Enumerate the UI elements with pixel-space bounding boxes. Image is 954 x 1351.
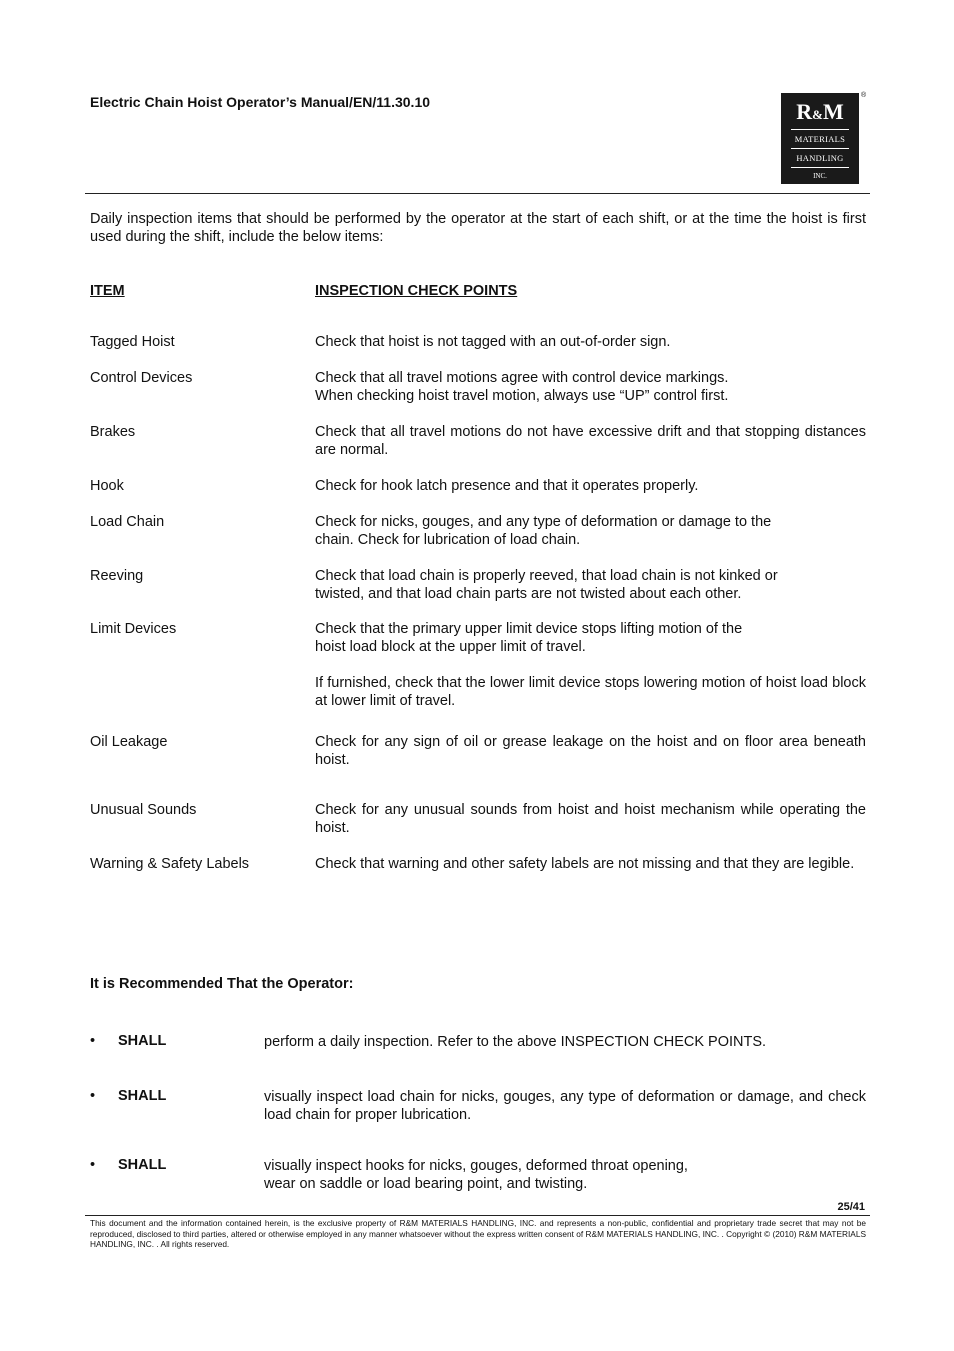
item-label: Hook <box>90 478 124 494</box>
item-label: Reeving <box>90 568 144 584</box>
shall-keyword: SHALL <box>118 1088 167 1104</box>
check-point: If furnished, check that the lower limit device stops lowering motion of hoist load block at lower limit of travel. <box>315 675 866 709</box>
check-point: Check that the primary upper limit device stops lifting motion of the hoist load block at the upper limit of travel. <box>315 621 743 655</box>
bullet-point: • <box>90 1033 96 1049</box>
shall-text: visually inspect hooks for nicks, gouges, deformed throat opening, wear on saddle or load bearing point, and twisting. <box>264 1158 688 1192</box>
intro-paragraph: Daily inspection items that should be performed by the operator at the start of each shift, or at the time the hoist is first used during the shift, include the below items: <box>90 211 866 245</box>
column-header-item: ITEM <box>90 283 125 299</box>
item-label: Brakes <box>90 424 136 440</box>
document-title: Electric Chain Hoist Operator’s Manual/EN/11.30.10 <box>90 94 431 110</box>
shall-text: perform a daily inspection. Refer to the above INSPECTION CHECK POINTS. <box>264 1034 767 1050</box>
logo-line-handling: HANDLING <box>796 153 844 163</box>
check-point: Check for any sign of oil or grease leakage on the hoist and on floor area beneath hoist. <box>315 734 866 768</box>
check-point: Check that all travel motions agree with control device markings. When checking hoist travel motion, always use “UP” control first. <box>315 370 729 404</box>
check-point: Check that load chain is properly reeved, that load chain is not kinked or twisted, and that load chain parts are not twisted about each other. <box>315 568 778 602</box>
shall-text: visually inspect load chain for nicks, gouges, any type of deformation or damage, and check load chain for proper lubrication. <box>264 1089 866 1123</box>
footer-divider <box>85 1215 870 1216</box>
check-point: Check that hoist is not tagged with an out-of-order sign. <box>315 334 671 350</box>
footer-legal-notice: This document and the information contained herein, is the exclusive property of R&M MATERIALS HANDLING, INC. and represents a non-public, confidential and proprietary trade secret that may not be reproduced, disclosed to third parties, altered or otherwise employed in any manner whatsoever without the express written consent of R&M MATERIALS HANDLING, INC. . Copyright © (2010) R&M MATERIALS HANDLING, INC. . All rights reserved. <box>90 1218 866 1249</box>
check-point: Check that all travel motions do not have excessive drift and that stopping distances are normal. <box>315 424 866 458</box>
check-point: Check for hook latch presence and that it operates properly. <box>315 478 699 494</box>
registered-mark: ® <box>861 92 867 99</box>
logo-line-materials: MATERIALS <box>794 134 846 144</box>
shall-keyword: SHALL <box>118 1033 167 1049</box>
item-label: Oil Leakage <box>90 734 168 750</box>
check-point: Check that warning and other safety labels are not missing and that they are legible. <box>315 856 855 872</box>
logo-line-inc: INC. <box>813 172 827 180</box>
page-number: 25/41 <box>837 1201 865 1213</box>
item-label: Control Devices <box>90 370 193 386</box>
item-label: Load Chain <box>90 514 165 530</box>
item-label: Limit Devices <box>90 621 177 637</box>
bullet-point: • <box>90 1157 96 1173</box>
recommend-heading: It is Recommended That the Operator: <box>90 976 354 992</box>
column-header-check-points: INSPECTION CHECK POINTS <box>315 283 518 299</box>
shall-keyword: SHALL <box>118 1157 167 1173</box>
check-point: Check for any unusual sounds from hoist and hoist mechanism while operating the hoist. <box>315 802 866 836</box>
item-label: Unusual Sounds <box>90 802 197 818</box>
check-point: Check for nicks, gouges, and any type of deformation or damage to the chain. Check for lubrication of load chain. <box>315 514 772 548</box>
header-divider <box>85 193 870 194</box>
bullet-point: • <box>90 1088 96 1104</box>
item-label: Warning & Safety Labels <box>90 856 250 872</box>
logo-mark: R&M <box>796 99 844 124</box>
company-logo <box>781 93 859 184</box>
item-label: Tagged Hoist <box>90 334 175 350</box>
